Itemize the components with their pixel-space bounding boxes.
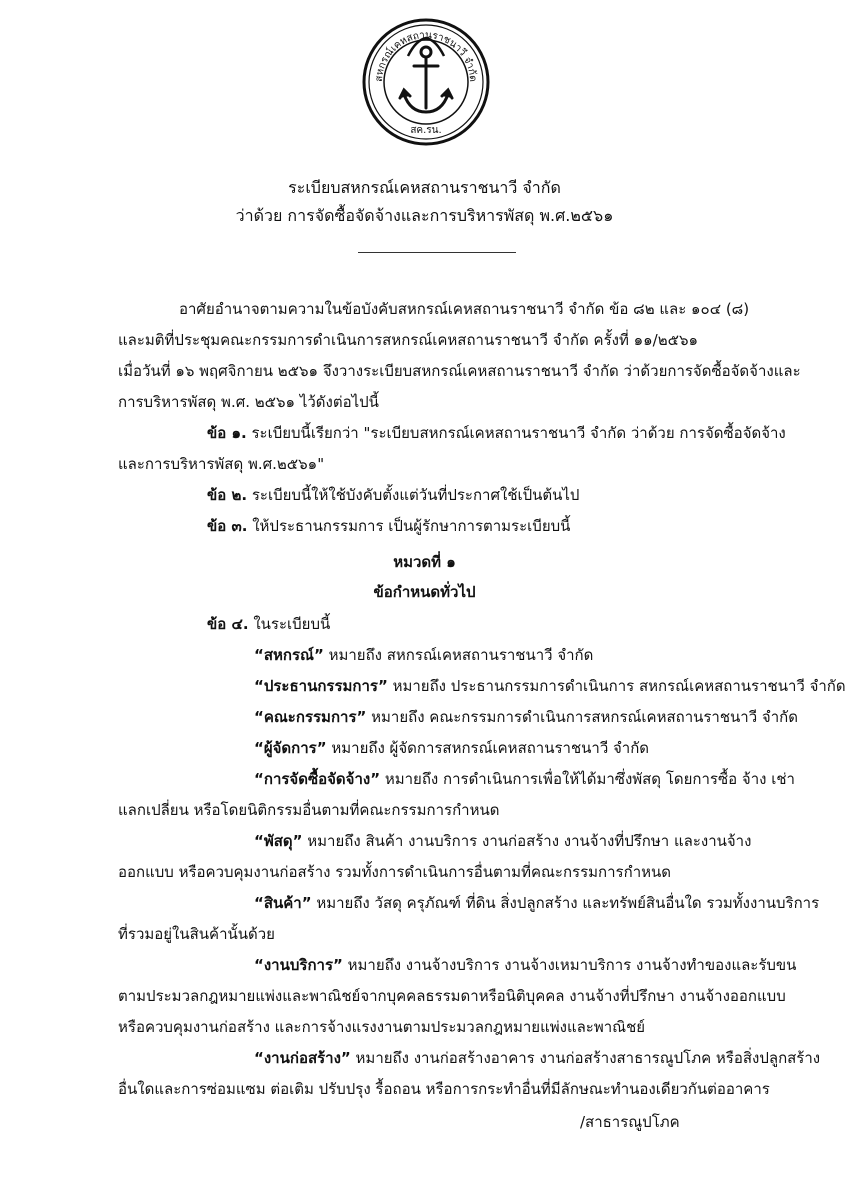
preamble-line: การบริหารพัสดุ พ.ศ. ๒๕๖๑ ไว้ดังต่อไปนี้ [118,393,379,411]
definition: “พัสดุ” หมายถึง สินค้า งานบริการ งานก่อสร้าง งานจ้างที่ปรึกษา และงานจ้าง [254,832,752,850]
clause-3: ข้อ ๓. ให้ประธานกรรมการ เป็นผู้รักษาการตามระเบียบนี้ [207,517,571,535]
preamble-line: และมติที่ประชุมคณะกรรมการดำเนินการสหกรณ์เคหสถานราชนาวี จำกัด ครั้งที่ ๑๑/๒๕๖๑ [118,331,698,349]
preamble-line: เมื่อวันที่ ๑๖ พฤศจิกายน ๒๕๖๑ จึงวางระเบียบสหกรณ์เคหสถานราชนาวี จำกัด ว่าด้วยการจัดซื้อจัดจ้างและ [118,362,801,380]
preamble-line: อาศัยอำนาจตามความในข้อบังคับสหกรณ์เคหสถานราชนาวี จำกัด ข้อ ๘๒ และ ๑๐๔ (๘) [179,300,750,318]
definition: “งานก่อสร้าง” หมายถึง งานก่อสร้างอาคาร งานก่อสร้างสาธารณูปโภค หรือสิ่งปลูกสร้าง [254,1049,821,1067]
anchor-icon [400,47,452,112]
title-divider [358,252,516,253]
svg-text:สหกรณ์เคหสถานราชนาวี จำกัด: สหกรณ์เคหสถานราชนาวี จำกัด [373,29,479,83]
definition: “การจัดซื้อจัดจ้าง” หมายถึง การดำเนินการเพื่อให้ได้มาซึ่งพัสดุ โดยการซื้อ จ้าง เช่า [254,770,795,788]
definition-cont: หรือควบคุมงานก่อสร้าง และการจ้างแรงงานตามประมวลกฎหมายแพ่งและพาณิชย์ [118,1018,646,1036]
cooperative-seal [360,16,492,148]
definition: “ผู้จัดการ” หมายถึง ผู้จัดการสหกรณ์เคหสถานราชนาวี จำกัด [254,739,650,757]
document-subtitle: ว่าด้วย การจัดซื้อจัดจ้างและการบริหารพัสดุ พ.ศ.๒๕๖๑ [235,206,614,225]
definition: “สหกรณ์” หมายถึง สหกรณ์เคหสถานราชนาวี จำกัด [254,646,594,664]
chapter-number: หมวดที่ ๑ [393,553,456,571]
definition: “สินค้า” หมายถึง วัสดุ ครุภัณฑ์ ที่ดิน สิ่งปลูกสร้าง และทรัพย์สินอื่นใด รวมทั้งงานบริการ [254,894,820,912]
definition: “ประธานกรรมการ” หมายถึง ประธานกรรมการดำเนินการ สหกรณ์เคหสถานราชนาวี จำกัด [254,677,846,695]
definition-cont: ออกแบบ หรือควบคุมงานก่อสร้าง รวมทั้งการดำเนินการอื่นตามที่คณะกรรมการกำหนด [118,863,671,881]
definition-cont: แลกเปลี่ยน หรือโดยนิติกรรมอื่นตามที่คณะกรรมการกำหนด [118,801,500,819]
svg-text:สค.รน.: สค.รน. [410,125,442,136]
definition-cont: ตามประมวลกฎหมายแพ่งและพาณิชย์จากบุคคลธรรมดาหรือนิติบุคคล งานจ้างที่ปรึกษา งานจ้างออกแบบ [118,987,786,1005]
clause-1-cont: และการบริหารพัสดุ พ.ศ.๒๕๖๑" [118,455,325,473]
definition: “งานบริการ” หมายถึง งานจ้างบริการ งานจ้างเหมาบริการ งานจ้างทำของและรับขน [254,956,797,974]
definition: “คณะกรรมการ” หมายถึง คณะกรรมการดำเนินการสหกรณ์เคหสถานราชนาวี จำกัด [254,708,798,726]
document-title: ระเบียบสหกรณ์เคหสถานราชนาวี จำกัด [288,178,561,197]
definition-cont: อื่นใดและการซ่อมแซม ต่อเติม ปรับปรุง รื้อถอน หรือการกระทำอื่นที่มีลักษณะทำนองเดียวกันต่ออาคาร [118,1080,770,1098]
clause-1: ข้อ ๑. ระเบียบนี้เรียกว่า "ระเบียบสหกรณ์เคหสถานราชนาวี จำกัด ว่าด้วย การจัดซื้อจัดจ้าง [207,424,786,442]
chapter-title: ข้อกำหนดทั่วไป [373,583,476,601]
clause-2: ข้อ ๒. ระเบียบนี้ให้ใช้บังคับตั้งแต่วันที่ประกาศใช้เป็นต้นไป [207,486,580,504]
definition-cont: ที่รวมอยู่ในสินค้านั้นด้วย [118,925,275,943]
page-continuation: /สาธารณูปโภค [580,1113,680,1131]
clause-4: ข้อ ๔. ในระเบียบนี้ [207,615,331,633]
